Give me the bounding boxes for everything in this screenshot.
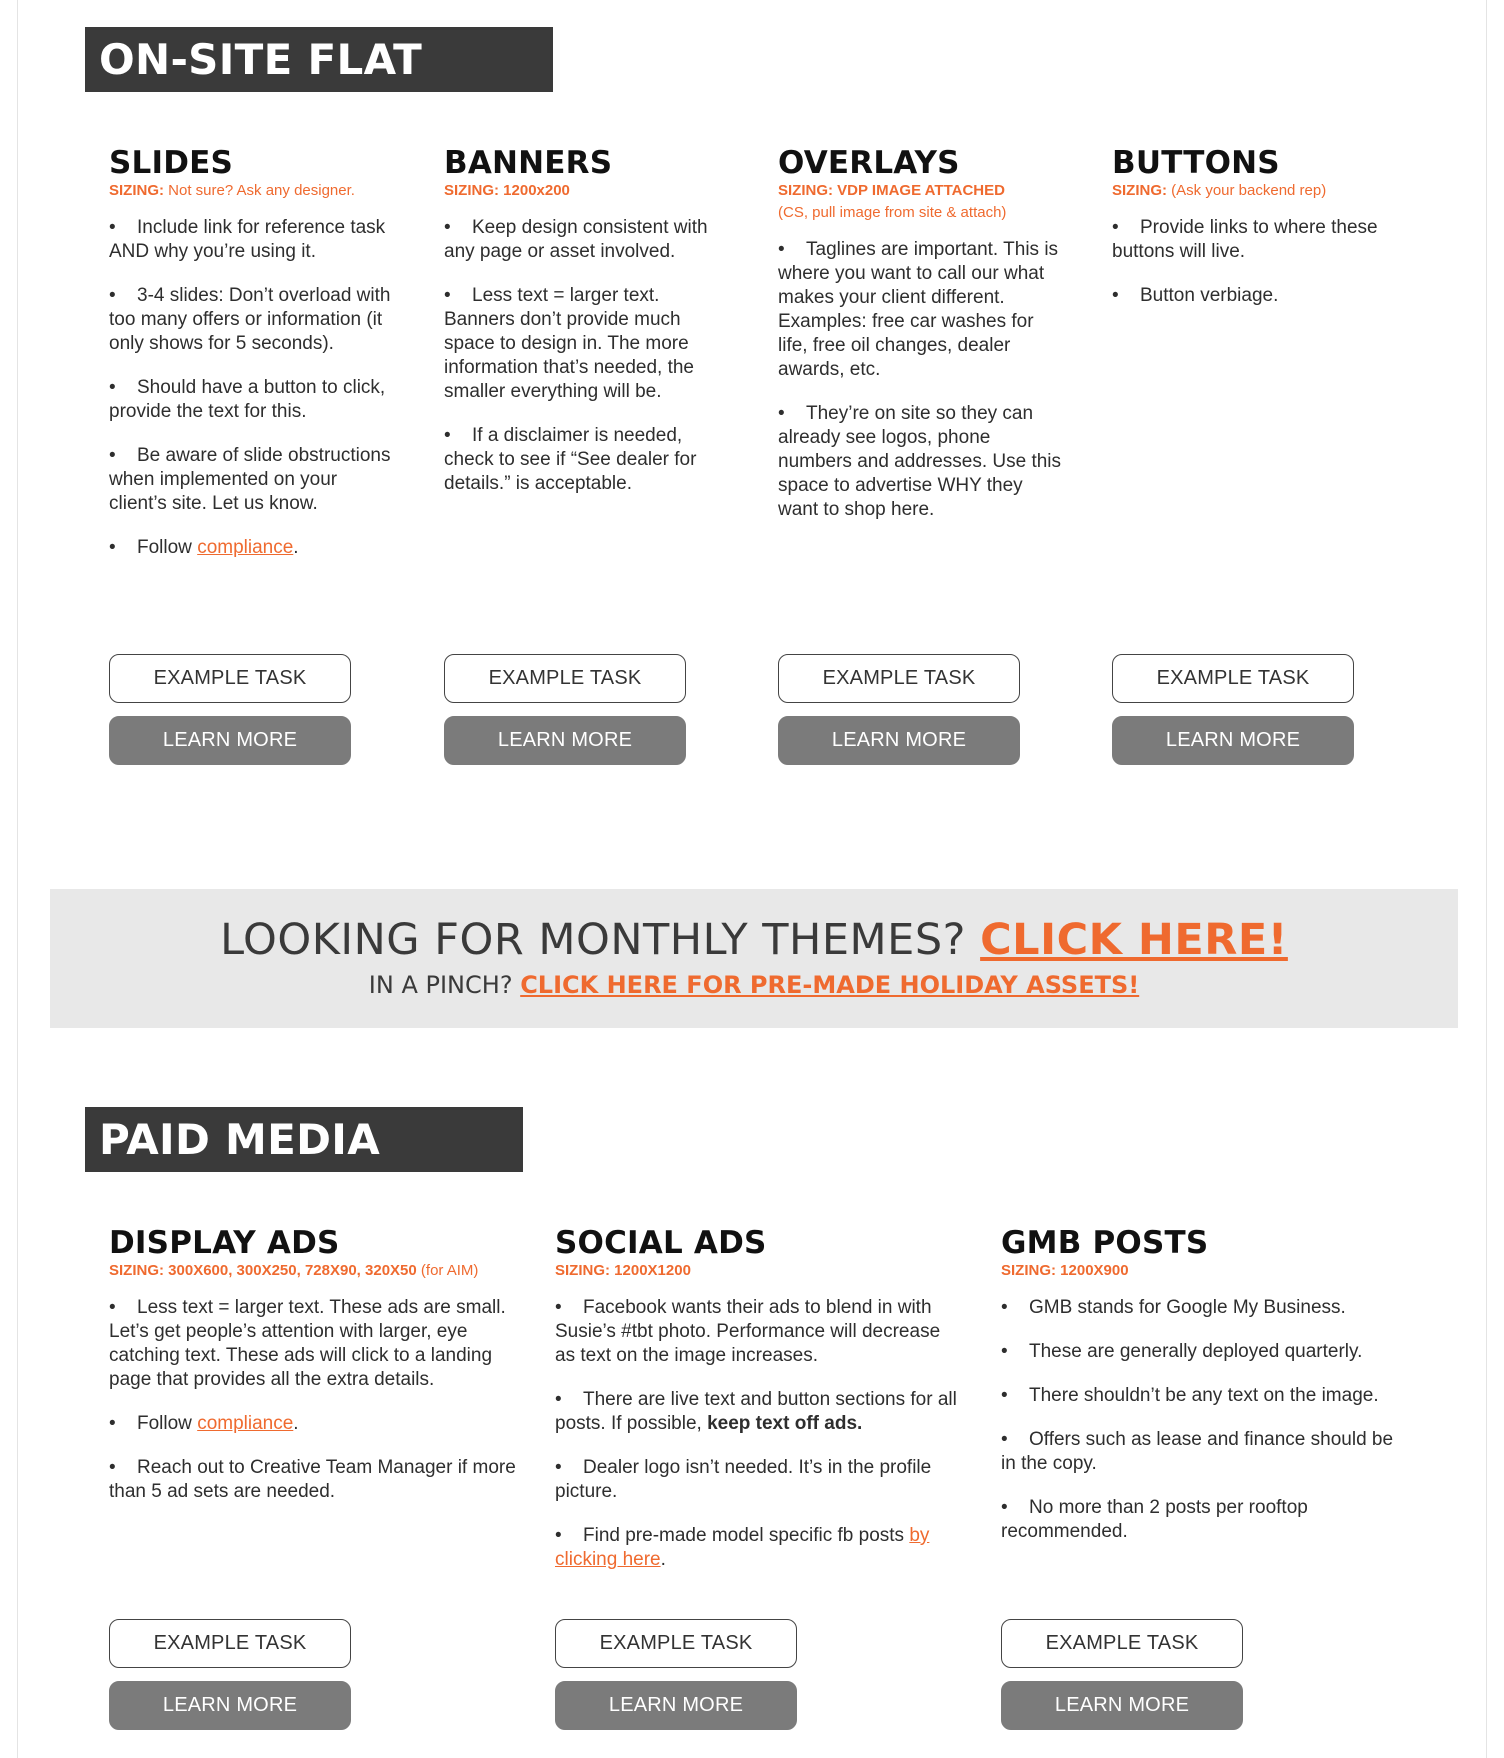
column-overlays	[778, 146, 1068, 542]
bullet-list	[1112, 216, 1402, 308]
learn-more-button-social-ads[interactable]: LEARN MORE	[555, 1681, 797, 1730]
bullet-item	[555, 1524, 965, 1572]
column-gmb-posts	[1001, 1226, 1411, 1564]
bullet-item: • Should have a button to click, provide the text for this.	[109, 376, 399, 424]
column-title: SLIDES	[109, 145, 234, 181]
learn-more-button-slides[interactable]: LEARN MORE	[109, 716, 351, 765]
sizing-label: SIZING: VDP IMAGE ATTACHED	[778, 182, 1005, 199]
example-task-button-display-ads[interactable]: EXAMPLE TASK	[109, 1619, 351, 1668]
bullet-item: • 3-4 slides: Don’t overload with too many offers or information (it only shows for 5 seconds).	[109, 284, 399, 356]
bullet-item: • Provide links to where these buttons will live.	[1112, 216, 1402, 264]
sizing-note: (CS, pull image from site & attach)	[778, 204, 1007, 221]
follow-suffix: .	[293, 1413, 299, 1434]
section-heading-paid-media: PAID MEDIA ASSETS	[85, 1107, 523, 1172]
example-task-button-gmb-posts[interactable]: EXAMPLE TASK	[1001, 1619, 1243, 1668]
bullet-item	[109, 536, 399, 560]
sizing-label: SIZING: 1200x200	[444, 182, 570, 199]
bullet-item: • No more than 2 posts per rooftop recommended.	[1001, 1496, 1411, 1544]
learn-more-button-overlays[interactable]: LEARN MORE	[778, 716, 1020, 765]
example-task-button-banners[interactable]: EXAMPLE TASK	[444, 654, 686, 703]
sizing-info	[1112, 180, 1402, 202]
compliance-link[interactable]: compliance	[197, 1413, 294, 1434]
column-buttons	[1112, 146, 1402, 328]
bullet-list	[555, 1296, 965, 1572]
bullet-list	[109, 1296, 519, 1504]
holiday-assets-link[interactable]: CLICK HERE FOR PRE-MADE HOLIDAY ASSETS!	[520, 971, 1140, 999]
column-title: BUTTONS	[1112, 145, 1280, 181]
bullet-list	[444, 216, 734, 496]
bullet-item: • Button verbiage.	[1112, 284, 1402, 308]
bullet-item: • Less text = larger text. Banners don’t provide much space to design in. The more information that’s needed, the smaller everything will be.	[444, 284, 734, 404]
monthly-themes-banner	[50, 889, 1458, 1028]
bullet-item: • Facebook wants their ads to blend in with Susie’s #tbt photo. Performance will decrease as text on the image increases.	[555, 1296, 965, 1368]
sizing-label: SIZING:	[1112, 182, 1167, 199]
sizing-label: SIZING: 1200X900	[1001, 1262, 1129, 1279]
column-title: BANNERS	[444, 145, 613, 181]
compliance-link[interactable]: compliance	[197, 537, 294, 558]
learn-more-button-buttons[interactable]: LEARN MORE	[1112, 716, 1354, 765]
follow-text: Follow	[137, 1413, 198, 1434]
column-title: SOCIAL ADS	[555, 1225, 767, 1261]
bullet-item: • They’re on site so they can already see logos, phone numbers and addresses. Use this space to advertise WHY they want to shop here.	[778, 402, 1068, 522]
sizing-label: SIZING: 300X600, 300X250, 728X90, 320X50	[109, 1262, 417, 1279]
bullet-item: • These are generally deployed quarterly.	[1001, 1340, 1411, 1364]
learn-more-button-gmb-posts[interactable]: LEARN MORE	[1001, 1681, 1243, 1730]
bullet-bold-text: keep text off ads.	[707, 1413, 863, 1434]
column-social-ads	[555, 1226, 965, 1592]
column-banners	[444, 146, 734, 516]
frame-border-right	[1486, 0, 1487, 1758]
sizing-value: (Ask your backend rep)	[1167, 182, 1327, 199]
column-title: OVERLAYS	[778, 145, 960, 181]
banner-headline	[50, 912, 1458, 968]
learn-more-button-display-ads[interactable]: LEARN MORE	[109, 1681, 351, 1730]
bullet-item: • GMB stands for Google My Business.	[1001, 1296, 1411, 1320]
sizing-info	[109, 180, 399, 202]
column-title: GMB POSTS	[1001, 1225, 1209, 1261]
example-task-button-overlays[interactable]: EXAMPLE TASK	[778, 654, 1020, 703]
example-task-button-buttons[interactable]: EXAMPLE TASK	[1112, 654, 1354, 703]
bullet-item: • If a disclaimer is needed, check to see if “See dealer for details.” is acceptable.	[444, 424, 734, 496]
banner-subline-text: IN A PINCH?	[368, 971, 521, 999]
sizing-info	[109, 1260, 519, 1282]
sizing-value: Not sure? Ask any designer.	[164, 182, 355, 199]
sizing-label: SIZING:	[109, 182, 164, 199]
sizing-label: SIZING: 1200X1200	[555, 1262, 691, 1279]
bullet-text: Find pre-made model specific fb posts	[583, 1525, 910, 1546]
follow-suffix: .	[293, 537, 299, 558]
fb-posts-link[interactable]: by clicking here	[555, 1525, 930, 1570]
column-display-ads	[109, 1226, 519, 1524]
sizing-value: (for AIM)	[416, 1262, 479, 1279]
bullet-list	[109, 216, 399, 560]
example-task-button-social-ads[interactable]: EXAMPLE TASK	[555, 1619, 797, 1668]
sizing-info	[778, 180, 1068, 202]
section-heading-onsite: ON-SITE FLAT ASSETS	[85, 27, 553, 92]
bullet-list	[1001, 1296, 1411, 1544]
bullet-item: • Be aware of slide obstructions when implemented on your client’s site. Let us know.	[109, 444, 399, 516]
sizing-info	[555, 1260, 965, 1282]
bullet-item: • Dealer logo isn’t needed. It’s in the profile picture.	[555, 1456, 965, 1504]
bullet-list	[778, 238, 1068, 522]
column-slides	[109, 146, 399, 580]
sizing-info	[444, 180, 734, 202]
sizing-info	[1001, 1260, 1411, 1282]
bullet-item: • Include link for reference task AND why you’re using it.	[109, 216, 399, 264]
bullet-item: • Less text = larger text. These ads are small. Let’s get people’s attention with larger, eye catching text. These ads will click to a landing page that provides all the extra details.	[109, 1296, 519, 1392]
column-title: DISPLAY ADS	[109, 1225, 340, 1261]
bullet-item	[555, 1388, 965, 1436]
banner-subline	[50, 970, 1458, 1000]
bullet-suffix: .	[660, 1549, 666, 1570]
example-task-button-slides[interactable]: EXAMPLE TASK	[109, 654, 351, 703]
bullet-item: • Keep design consistent with any page or asset involved.	[444, 216, 734, 264]
follow-text: Follow	[137, 537, 198, 558]
bullet-text: There are live text and button sections for all posts. If possible,	[555, 1389, 957, 1434]
bullet-item: • Taglines are important. This is where you want to call our what makes your client different. Examples: free car washes for life, free oil changes, dealer awards, etc.	[778, 238, 1068, 382]
bullet-item: • There shouldn’t be any text on the image.	[1001, 1384, 1411, 1408]
banner-headline-text: LOOKING FOR MONTHLY THEMES?	[220, 915, 981, 965]
bullet-item: • Reach out to Creative Team Manager if more than 5 ad sets are needed.	[109, 1456, 519, 1504]
monthly-themes-link[interactable]: CLICK HERE!	[980, 915, 1288, 965]
bullet-item	[109, 1412, 519, 1436]
learn-more-button-banners[interactable]: LEARN MORE	[444, 716, 686, 765]
bullet-item: • Offers such as lease and finance should be in the copy.	[1001, 1428, 1411, 1476]
frame-border-left	[17, 0, 18, 1758]
